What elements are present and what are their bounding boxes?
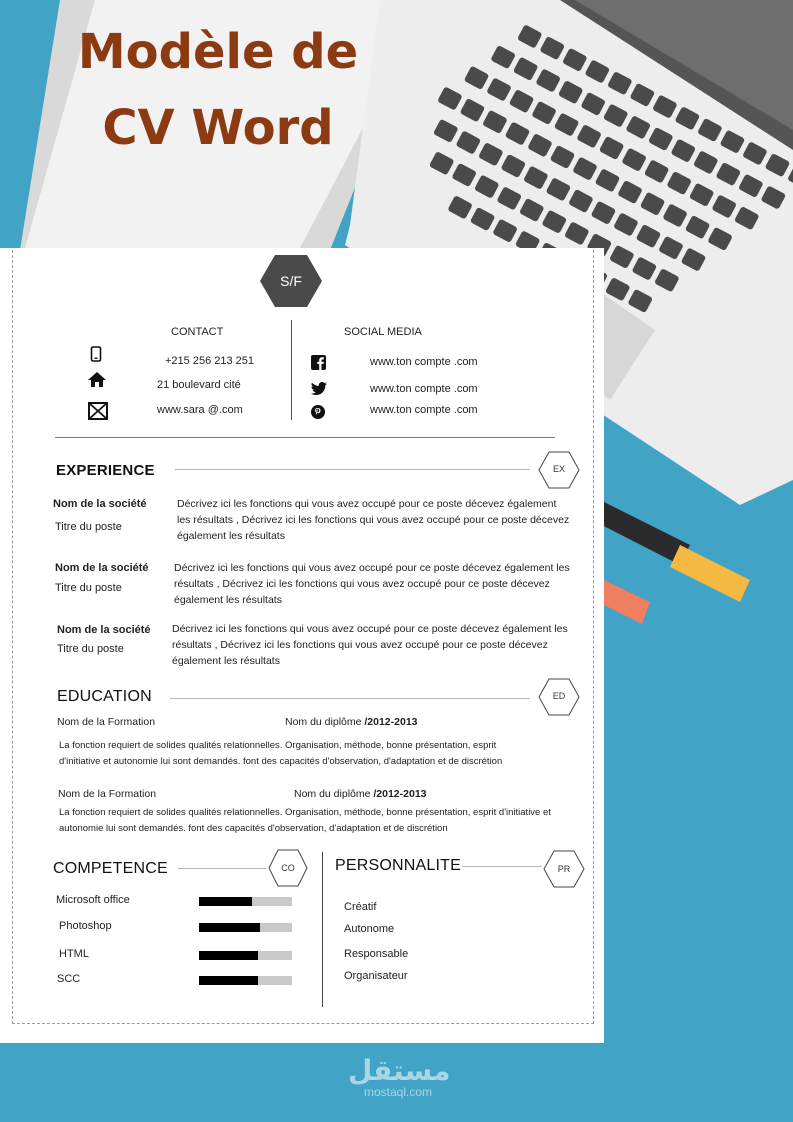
contact-phone: +215 256 213 251 (165, 355, 255, 367)
personnalite-badge-label: PR (557, 864, 571, 874)
page-title-line-2: CV Word (102, 100, 334, 156)
competence-badge-label: CO (281, 863, 295, 873)
facebook-icon (311, 355, 326, 370)
contact-address: 21 boulevard cité (157, 379, 241, 391)
competence-badge (268, 849, 308, 887)
watermark-arabic: مستقل (348, 1054, 451, 1087)
education-badge (538, 678, 580, 716)
education-badge-label: ED (552, 691, 566, 701)
competence-heading: COMPETENCE (53, 860, 168, 877)
education-rule (170, 698, 530, 699)
experience-description: Décrivez ici les fonctions qui vous avez occupé pour ce poste décevez également les résultats , Décrivez ici les fonctions qui vous avez occupé pour ce poste décevez également les résultats (172, 623, 568, 667)
pen-cap (670, 545, 750, 602)
skill-name: Photoshop (59, 920, 112, 932)
monogram-initials: S/F (280, 273, 302, 289)
skill-bar-fill (199, 976, 258, 985)
trait-item: Autonome (344, 923, 395, 935)
personnalite-heading: PERSONNALITE (335, 857, 461, 874)
phone-icon (90, 346, 102, 362)
watermark-latin: mostaql.com (363, 1085, 433, 1099)
social-facebook: www.ton compte .com (370, 356, 478, 368)
pen-tip (598, 580, 650, 624)
personnalite-rule (462, 866, 542, 867)
education-formation: Nom de la Formation (57, 716, 156, 728)
experience-company: Nom de la société (55, 562, 149, 574)
education-description: La fonction requiert de solides qualités relationnelles. Organisation, méthode, bonne présentation, esprit d'initiative et autonomie lui sont demandés. font des capacités d'observation, d'adaptation et de discrétion (59, 740, 503, 767)
experience-heading: EXPERIENCE (56, 462, 155, 479)
skill-name: Microsoft office (56, 894, 130, 906)
experience-company: Nom de la société (57, 624, 151, 636)
education-diploma: Nom du diplôme /2012-2013 (294, 788, 427, 800)
experience-badge (538, 451, 580, 489)
competence-rule (178, 868, 266, 869)
skill-bar-fill (199, 897, 252, 906)
social-heading: SOCIAL MEDIA (344, 326, 422, 338)
bottom-divider (322, 852, 323, 1007)
trait-item: Créatif (344, 901, 377, 913)
contact-email: www.sara @.com (157, 404, 243, 416)
education-diploma: Nom du diplôme /2012-2013 (285, 716, 418, 728)
education-description: La fonction requiert de solides qualités relationnelles. Organisation, méthode, bonne présentation, esprit d'initiative et autonomie lui sont demandés. font des capacités d'observation, d'adaptation et de discrétion (59, 807, 551, 834)
experience-badge-label: EX (552, 464, 565, 474)
trait-item: Responsable (344, 948, 409, 960)
twitter-icon (311, 382, 327, 395)
experience-position: Titre du poste (57, 643, 124, 655)
experience-company: Nom de la société (53, 498, 147, 510)
mail-icon (88, 402, 108, 420)
education-formation: Nom de la Formation (58, 788, 157, 800)
pen-body (592, 500, 690, 565)
skill-bar (199, 951, 292, 960)
experience-rule (175, 469, 530, 470)
home-icon (88, 372, 106, 387)
experience-position: Titre du poste (55, 521, 122, 533)
skill-bar-fill (199, 923, 260, 932)
watermark (348, 1054, 451, 1099)
social-twitter: www.ton compte .com (370, 383, 478, 395)
skill-bar-fill (199, 951, 258, 960)
skill-bar (199, 976, 292, 985)
pinterest-icon (311, 405, 325, 419)
header-separator (55, 437, 555, 438)
education-heading: EDUCATION (57, 688, 152, 705)
skill-bar (199, 897, 292, 906)
trait-item: Organisateur (344, 970, 408, 982)
social-pinterest: www.ton compte .com (370, 404, 478, 416)
skill-bar (199, 923, 292, 932)
contact-divider (291, 320, 292, 420)
page-title-line-1: Modèle de (77, 24, 359, 80)
cv-document (0, 248, 604, 1043)
personnalite-badge (543, 850, 585, 888)
experience-description: Décrivez ici les fonctions qui vous avez occupé pour ce poste décevez également les résultats , Décrivez ici les fonctions qui vous avez occupé pour ce poste décevez également les résultats (177, 498, 570, 542)
skill-name: HTML (59, 948, 89, 960)
experience-description: Décrivez ici les fonctions qui vous avez occupé pour ce poste décevez également les résultats , Décrivez ici les fonctions qui vous avez occupé pour ce poste décevez également les résultats (174, 562, 570, 606)
experience-position: Titre du poste (55, 582, 122, 594)
skill-name: SCC (57, 973, 81, 985)
contact-heading: CONTACT (171, 326, 224, 338)
